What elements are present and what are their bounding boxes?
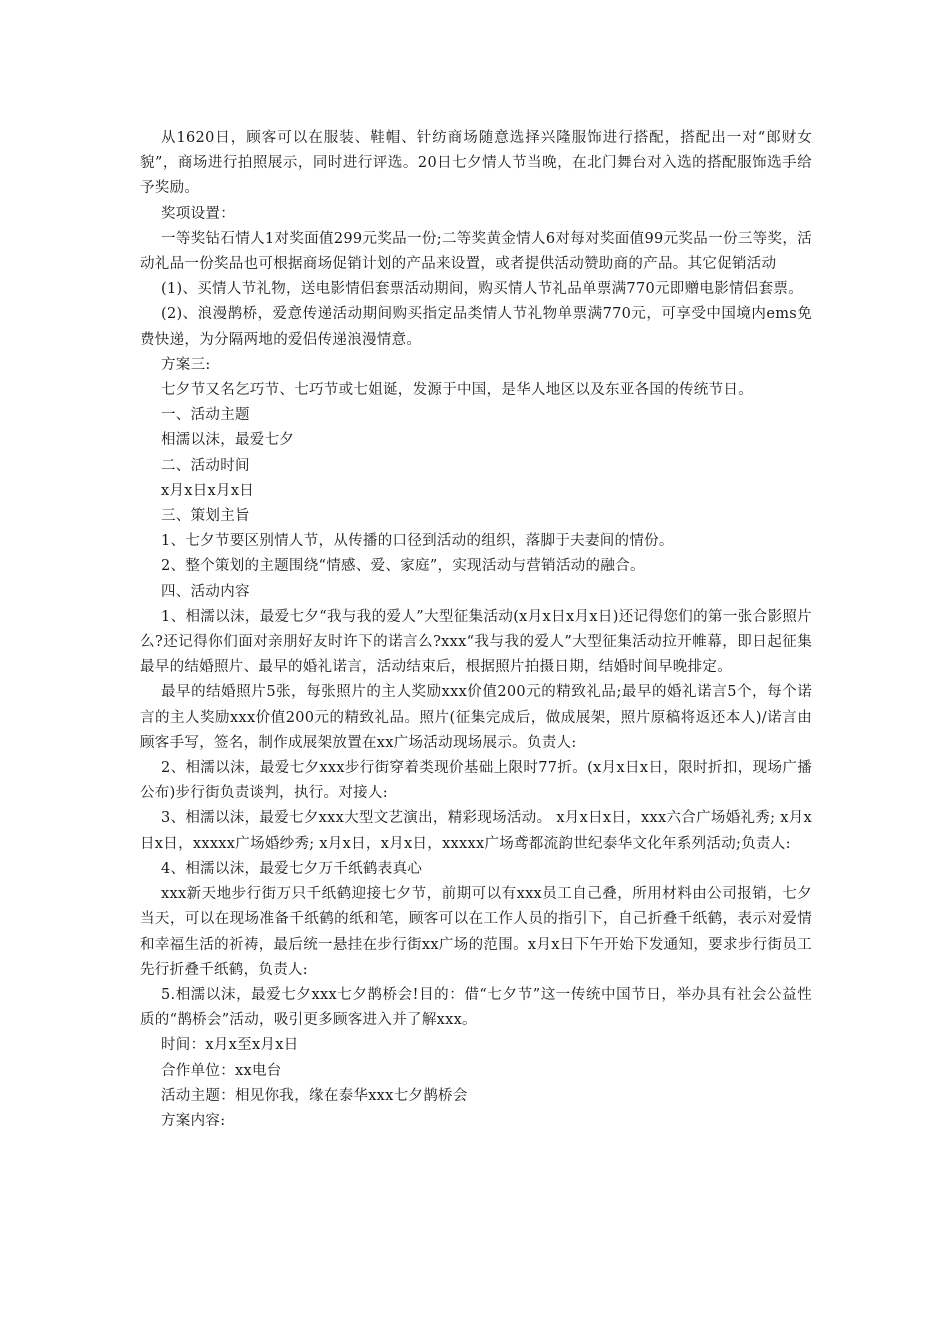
paragraph: 最早的结婚照片5张，每张照片的主人奖励xxx价值200元的精致礼品;最早的婚礼诺言5个，每个诺言的主人奖励xxx价值200元的精致礼品。照片(征集完成后，做成展架，照片原稿将返还本人)/诺言由顾客手写，签名，制作成展架放置在xx广场活动现场展示。负责人: — [140, 684, 812, 751]
paragraph: 方案内容: — [161, 1112, 226, 1129]
paragraph: 5.相濡以沫，最爱七夕xxx七夕鹊桥会!目的：借“七夕节”这一传统中国节日，举办具有社会公益性质的“鹊桥会”活动，吸引更多顾客进入并了解xxx。 — [140, 986, 812, 1029]
paragraph: (2)、浪漫鹊桥，爱意传递活动期间购买指定品类情人节礼物单票满770元，可享受中国境内ems免费快递，为分隔两地的爱侣传递浪漫情意。 — [140, 306, 812, 348]
paragraph: 合作单位：xx电台 — [161, 1062, 282, 1079]
section-heading: 一、活动主题 — [161, 407, 250, 424]
section-title: 方案三: — [161, 356, 211, 373]
paragraph: 1、七夕节要区别情人节，从传播的口径到活动的组织，落脚于夫妻间的情份。 — [161, 533, 674, 550]
paragraph: 3、相濡以沫，最爱七夕xxx大型文艺演出，精彩现场活动。 x月x日x日，xxx六合广场婚礼秀; x月x日x日，xxxxx广场婚纱秀; x月x日，x月x日，xxxxx广场鸢都流韵世纪泰华文化年系列活动;负责人: — [140, 810, 812, 852]
document-body — [140, 126, 812, 1134]
paragraph: x月x日x月x日 — [161, 482, 255, 499]
paragraph: 从1620日，顾客可以在服装、鞋帽、针纺商场随意选择兴隆服饰进行搭配，搭配出一对“郎财女貌”，商场进行拍照展示，同时进行评选。20日七夕情人节当晚，在北门舞台对入选的搭配服饰选手给予奖励。 — [140, 130, 812, 197]
section-heading: 二、活动时间 — [161, 457, 250, 474]
paragraph: 2、整个策划的主题围绕“情感、爱、家庭”，实现活动与营销活动的融合。 — [161, 558, 645, 575]
paragraph: 4、相濡以沫，最爱七夕万千纸鹤表真心 — [161, 860, 423, 877]
paragraph: 活动主题：相见你我，缘在泰华xxx七夕鹊桥会 — [161, 1087, 468, 1104]
paragraph: (1)、买情人节礼物，送电影情侣套票活动期间，购买情人节礼品单票满770元即赠电影情侣套票。 — [161, 281, 804, 298]
section-heading: 四、活动内容 — [161, 583, 250, 600]
paragraph: 1、相濡以沫，最爱七夕“我与我的爱人”大型征集活动(x月x日x月x日)还记得您们的第一张合影照片么?还记得你们面对亲朋好友时许下的诺言么?xxx“我与我的爱人”大型征集活动拉开帷幕，即日起征集最早的结婚照片、最早的婚礼诺言，活动结束后，根据照片拍摄日期，结婚时间早晚排定。 — [140, 608, 812, 676]
paragraph: 相濡以沫，最爱七夕 — [161, 432, 295, 449]
paragraph: 七夕节又名乞巧节、七巧节或七姐诞，发源于中国，是华人地区以及东亚各国的传统节日。 — [161, 382, 753, 399]
paragraph: xxx新天地步行街万只千纸鹤迎接七夕节，前期可以有xxx员工自己叠，所用材料由公司报销，七夕当天，可以在现场准备千纸鹤的纸和笔，顾客可以在工作人员的指引下，自己折叠千纸鹤，表示对爱情和幸福生活的祈祷，最后统一悬挂在步行街xx广场的范围。x月x日下午开始下发通知，要求步行街员工先行折叠千纸鹤，负责人: — [140, 886, 812, 978]
section-heading: 三、策划主旨 — [161, 508, 250, 525]
paragraph: 2、相濡以沫，最爱七夕xxx步行街穿着类现价基础上限时77折。(x月x日x日，限时折扣，现场广播公布)步行街负责谈判，执行。对接人: — [140, 760, 812, 802]
paragraph: 时间：x月x至x月x日 — [161, 1037, 299, 1054]
paragraph: 一等奖钻石情人1对奖面值299元奖品一份;二等奖黄金情人6对每对奖面值99元奖品一份三等奖，活动礼品一份奖品也可根据商场促销计划的产品来设置，或者提供活动赞助商的产品。其它促销活动 — [140, 230, 812, 273]
paragraph: 奖项设置： — [161, 205, 235, 222]
